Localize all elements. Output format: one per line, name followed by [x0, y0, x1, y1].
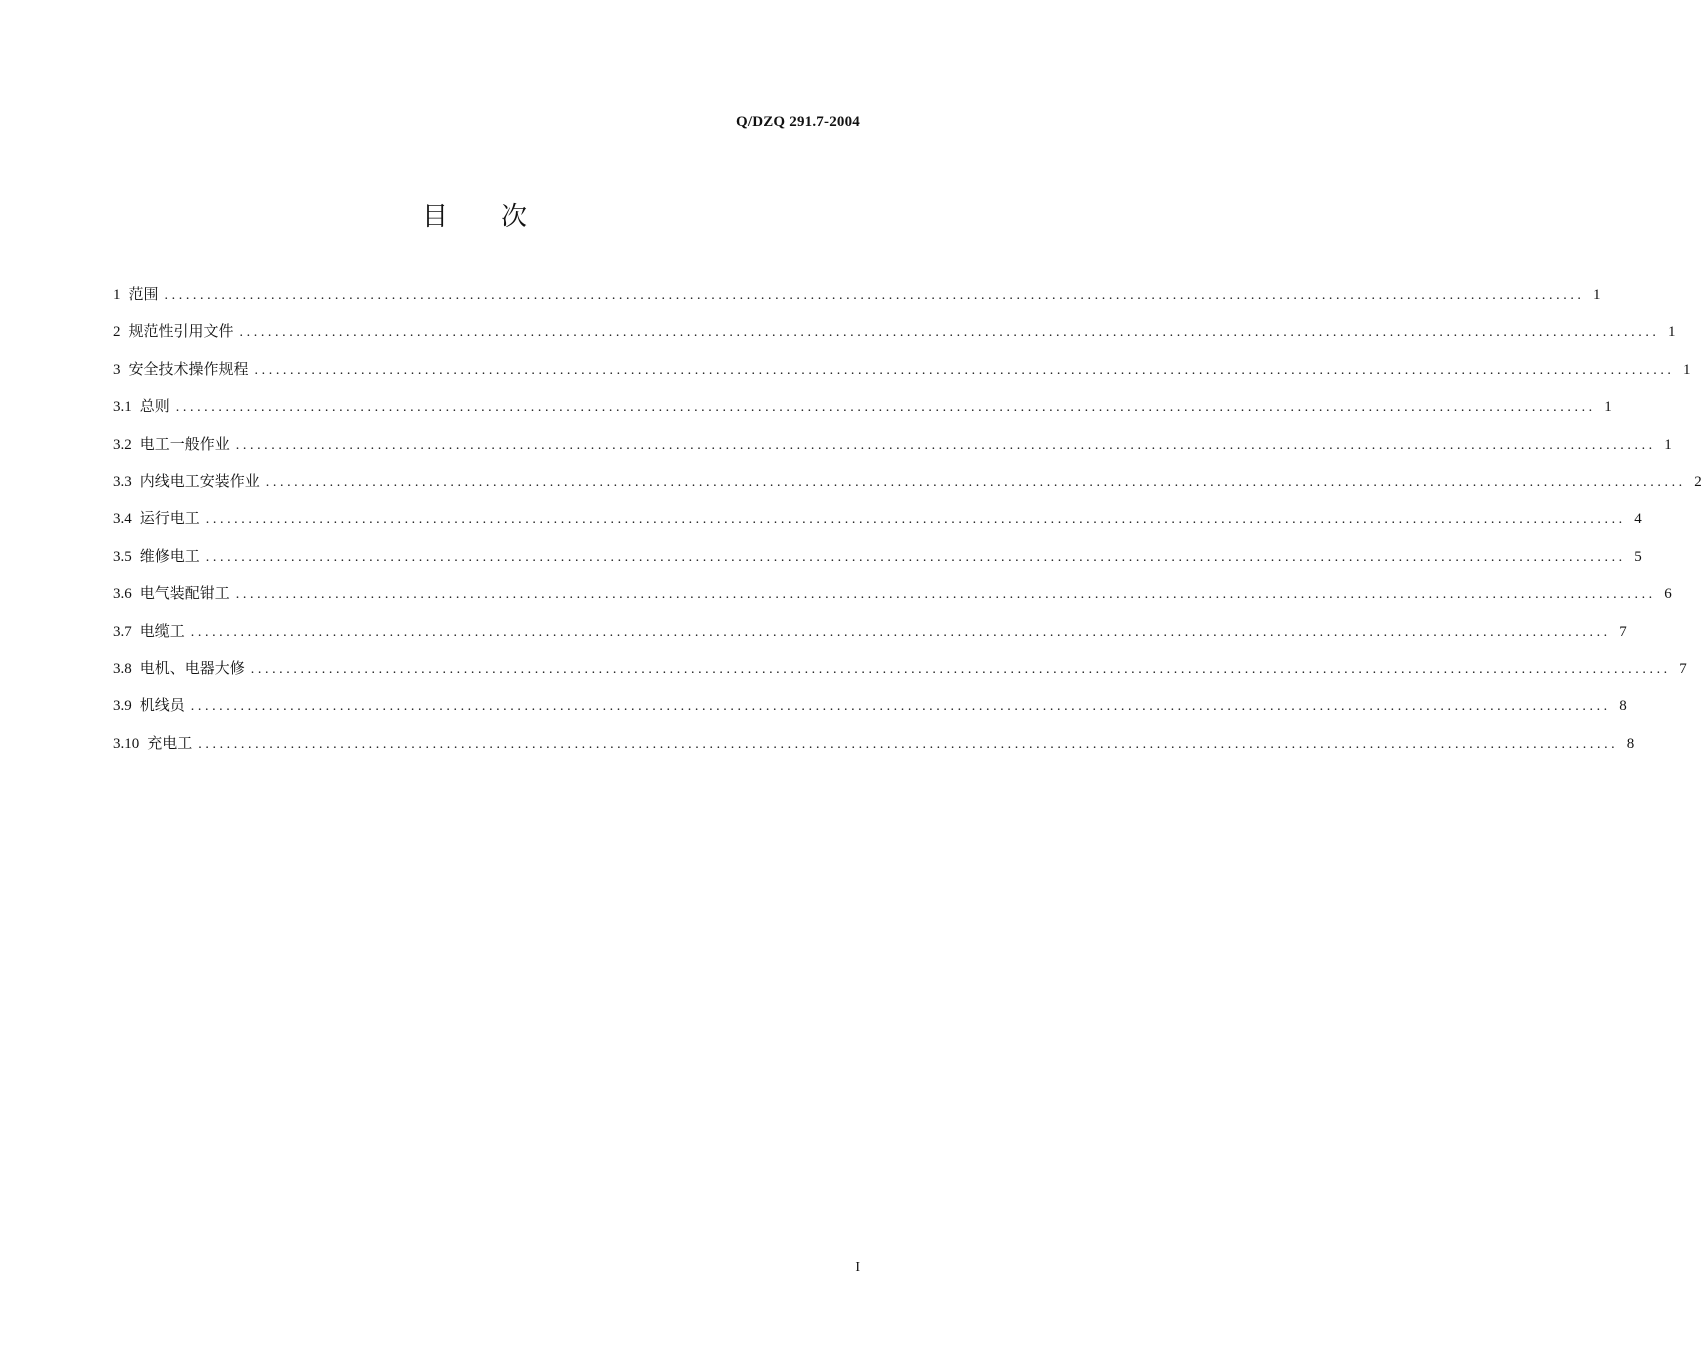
toc-entry-title: 电机、电器大修: [139, 658, 245, 677]
dot-leader: ........................................................................................................................................................................................................: [254, 362, 1675, 378]
toc-entry-page: 8: [1626, 735, 1635, 752]
toc-entry-number: 1: [113, 287, 121, 303]
toc-entry-title: 维修电工: [139, 546, 200, 565]
dot-leader: ........................................................................................................................................................................................................: [190, 624, 1611, 640]
toc-entry-page: 1: [1683, 361, 1691, 378]
dot-leader: ........................................................................................................................................................................................................: [235, 437, 1656, 453]
toc-entry-title: 充电工: [147, 733, 193, 752]
page-number: I: [855, 1260, 860, 1275]
toc-entry[interactable]: [113, 581, 1672, 618]
toc-entry[interactable]: [113, 432, 1672, 469]
toc-entry-number: 3.5: [113, 548, 132, 565]
dot-leader: ........................................................................................................................................................................................................: [205, 512, 1626, 528]
dot-leader: ........................................................................................................................................................................................................: [235, 587, 1656, 603]
toc-entry-page: 7: [1619, 623, 1627, 640]
toc-entry-number: 3: [113, 361, 121, 378]
document-code: Q/DZQ 291.7-2004: [735, 114, 860, 130]
toc-entry-page: 6: [1664, 586, 1672, 603]
toc-entry-title: 电缆工: [139, 621, 185, 640]
toc-entry-page: 1: [1593, 287, 1601, 303]
toc-entry[interactable]: [113, 731, 1635, 768]
toc-entry-page: 7: [1679, 660, 1687, 677]
dot-leader: ........................................................................................................................................................................................................: [164, 288, 1585, 303]
toc-entry-title: 电工一般作业: [139, 434, 230, 453]
page-title: [0, 196, 950, 233]
toc-entry-title: 运行电工: [139, 509, 200, 528]
toc-entry[interactable]: [113, 394, 1612, 431]
toc-entry-page: 8: [1619, 698, 1627, 715]
toc-entry[interactable]: [113, 319, 1676, 356]
toc-entry[interactable]: [113, 693, 1627, 730]
toc-entry-title: 机线员: [139, 696, 185, 715]
toc-entry-number: 3.7: [113, 623, 132, 640]
dot-leader: ........................................................................................................................................................................................................: [190, 699, 1611, 715]
toc-entry-title: 电气装配钳工: [139, 584, 230, 603]
toc-entry-page: 4: [1634, 511, 1642, 528]
toc-entry[interactable]: [113, 506, 1642, 543]
toc-entry-title: 规范性引用文件: [128, 322, 234, 341]
dot-leader: ........................................................................................................................................................................................................: [198, 736, 1619, 752]
toc-entry-title: 总则: [139, 397, 170, 416]
toc-entry-title: 内线电工安装作业: [139, 471, 260, 490]
toc-entry-number: 3.4: [113, 511, 132, 528]
dot-leader: ........................................................................................................................................................................................................: [239, 325, 1660, 341]
toc-entry-number: 3.2: [113, 436, 132, 453]
toc-entry[interactable]: [113, 469, 1702, 506]
dot-leader: ........................................................................................................................................................................................................: [265, 474, 1686, 490]
toc-entry[interactable]: [113, 282, 1601, 319]
toc-entry[interactable]: [113, 656, 1687, 693]
toc-entry-page: 1: [1664, 436, 1672, 453]
dot-leader: ........................................................................................................................................................................................................: [250, 661, 1671, 677]
toc-entry-number: 3.1: [113, 399, 132, 416]
title-char-1: 目: [421, 202, 449, 232]
toc-entry-number: 3.3: [113, 473, 132, 490]
toc-entry-number: 3.10: [113, 735, 140, 752]
toc-entry[interactable]: [113, 357, 1691, 394]
toc-entry-page: 1: [1668, 324, 1676, 341]
toc-entry-page: 1: [1604, 399, 1612, 416]
toc-entry-title: 安全技术操作规程: [128, 359, 249, 378]
toc-entry-page: 5: [1634, 548, 1642, 565]
toc-entry-page: 2: [1694, 473, 1702, 490]
toc-entry[interactable]: [113, 544, 1642, 581]
toc-entry-number: 3.9: [113, 698, 132, 715]
title-char-2: 次: [501, 202, 529, 232]
toc-entry-number: 3.8: [113, 660, 132, 677]
toc-entry-number: 3.6: [113, 586, 132, 603]
toc-entry-number: 2: [113, 324, 121, 341]
toc-entry-title: 范围: [128, 285, 159, 303]
dot-leader: ........................................................................................................................................................................................................: [205, 549, 1626, 565]
dot-leader: ........................................................................................................................................................................................................: [175, 400, 1596, 416]
toc-entry[interactable]: [113, 619, 1627, 656]
table-of-contents: [113, 282, 1702, 768]
